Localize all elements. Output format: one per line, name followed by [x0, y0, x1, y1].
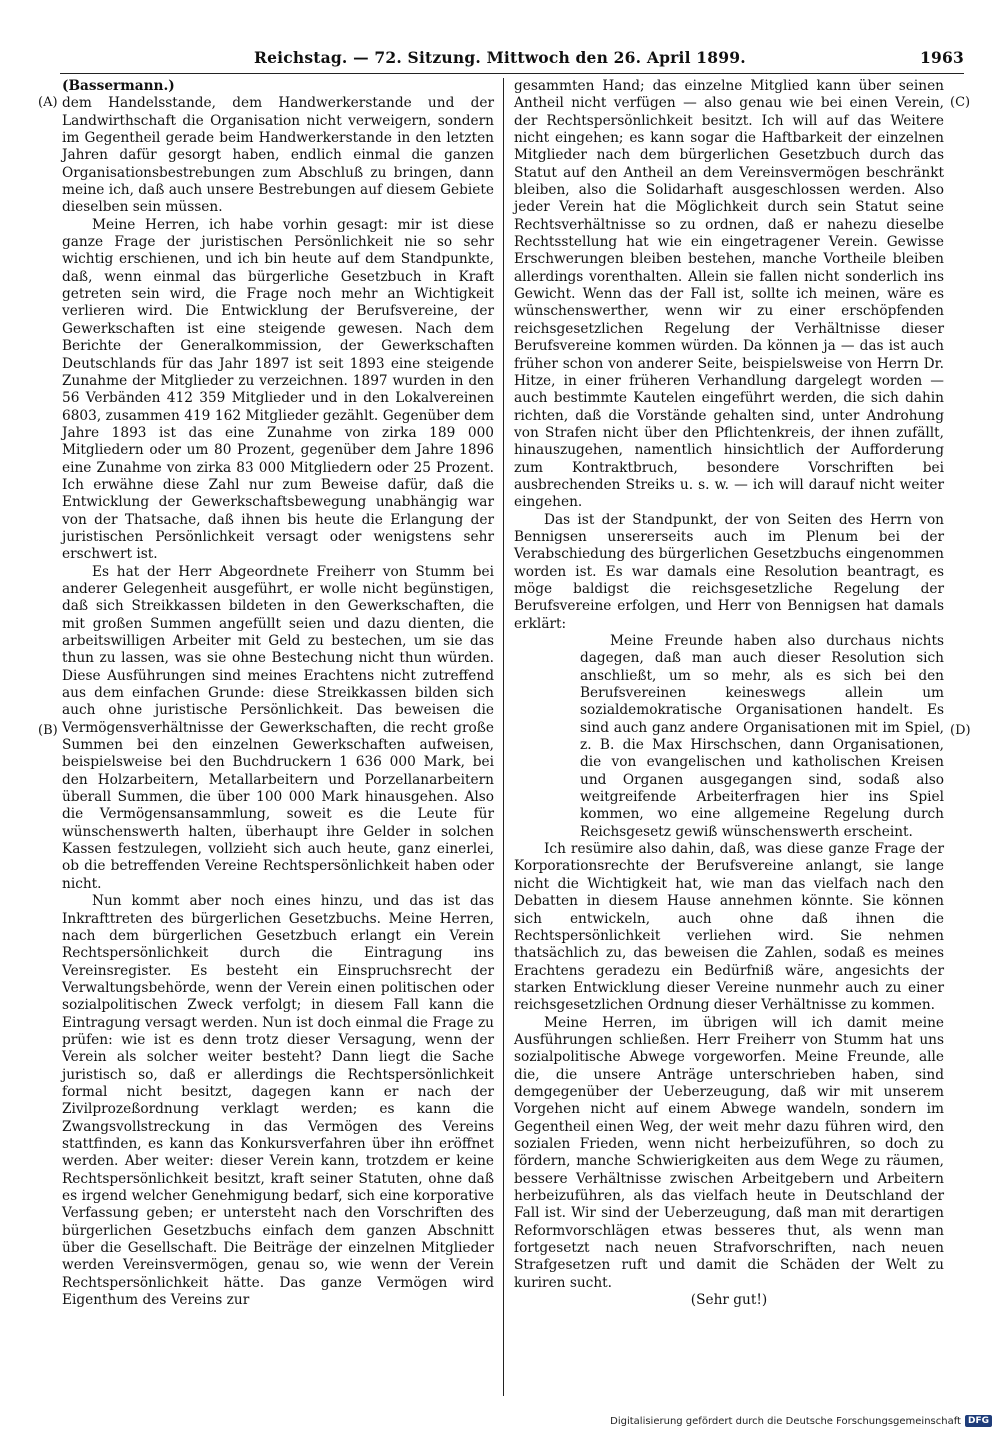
- footer-text: Digitalisierung gefördert durch die Deutsche Forschungsgemeinschaft: [610, 1415, 961, 1427]
- page-header: [64, 48, 964, 72]
- paragraph: Meine Herren, im übrigen will ich damit meine Ausführungen schließen. Herr Freiherr von Stumm hat uns sozialpolitische Abwege vorgeworfen. Meine Freunde, alle die, die unsere Anträge unterschrieben haben, sind demgegenüber der Ueberzeugung, daß wir mit unserem Vorgehen nicht auf einem Abwege wandeln, sondern im Gegentheil einen Weg, der weit mehr dazu führen wird, den sozialen Frieden, wenn nicht herbeizuführen, so doch zu fördern, manche Schwierigkeiten aus dem Wege zu räumen, bessere Verhältnisse zwischen Arbeitgebern und Arbeitern herbeizuführen, als das vielfach heute in Deutschland der Fall ist. Wir sind der Ueberzeugung, daß man mit derartigen Reformvorschlägen etwas besseres thut, als wenn man fortgesetzt nach neuen Strafvorschriften, nach neuen Strafgesetzen ruft und damit die Schäden der Welt zu kuriren sucht.: [514, 1014, 944, 1291]
- paragraph: gesammten Hand; das einzelne Mitglied kann über seinen Antheil nicht verfügen — also genau wie bei einen Verein, der Rechtspersönlichkeit besitzt. Ich will auf das Weitere nicht eingehen; es kann sogar die Haftbarkeit der einzelnen Mitglieder nach dem bürgerlichen Gesetzbuch durch das Statut auf den Antheil an dem Vereinsvermögen beschränkt bleiben, also die Solidarhaft ausgeschlossen werden. Also jeder Verein hat die Möglichkeit durch sein Statut seine Rechtsverhältnisse so zu ordnen, daß er nahezu dieselbe Rechtsstellung hat wie ein eingetragener Verein. Gewisse Erschwerungen bleiben bestehen, manche Vortheile bleiben allerdings vorenthalten. Allein sie fallen nicht sonderlich ins Gewicht. Wenn das der Fall ist, sollte ich meinen, wäre es wünschenswerther, wenn wir zu einer erschöpfenden reichsgesetzlichen Regelung der Verhältnisse dieser Berufsvereine kommen würden. Da können ja — das ist auch früher schon von anderer Seite, beispielsweise von Herrn Dr. Hitze, in einer früheren Verhandlung dargelegt worden — auch bestimmte Kautelen eingeführt werden, die sich dahin richten, daß die Vorstände gehalten sind, unter Androhung von Strafen nicht über den Pflichtenkreis, der ihnen zufällt, hinauszugehen, namentlich hinsichtlich der Aufforderung zum Kontraktbruch, besondere Vorschriften bei ausbrechenden Streiks u. s. w. — ich will darauf nicht weiter eingehen.: [514, 78, 944, 511]
- margin-marker-d: (D): [950, 723, 971, 738]
- block-quote: Meine Freunde haben also durchaus nichts dagegen, daß man auch dieser Resolution sich anschließt, um so mehr, als es sich bei den Berufsvereinen keineswegs allein um sozialdemokratische Organisationen handelt. Es sind auch ganz andere Organisationen mit im Spiel, z. B. die Max Hirschschen, dann Organisationen, die von evangelischen und katholischen Kreisen und Organen ausgegangen sind, sodaß also weitgreifende Arbeiterfragen hier ins Spiel kommen, wo eine allgemeine Regelung durch Reichsgesetz gewiß wünschenswerth erscheint.: [580, 633, 944, 840]
- speaker-name: (Bassermann.): [62, 78, 175, 94]
- margin-marker-c: (C): [950, 95, 971, 110]
- margin-marker-a: (A): [38, 95, 58, 110]
- header-title: Reichstag. — 72. Sitzung. Mittwoch den 26. April 1899.: [254, 48, 746, 67]
- paragraph: Meine Herren, ich habe vorhin gesagt: mir ist diese ganze Frage der juristischen Persönlichkeit nie so sehr wichtig erschienen, und ich bin heute auf dem Standpunkte, daß, wenn einmal das bürgerliche Gesetzbuch in Kraft getreten sein wird, die Frage noch mehr an Wichtigkeit verlieren wird. Die Entwicklung der Berufsvereine, der Gewerkschaften ist eine steigende gewesen. Nach dem Berichte der Generalkommission, der Gewerkschaften Deutschlands für das Jahr 1897 ist seit 1893 eine steigende Zunahme der Mitglieder zu verzeichnen. 1897 wurden in den 56 Verbänden 412 359 Mitglieder und in den Lokalvereinen 6803, zusammen 419 162 Mitglieder gezählt. Gegenüber dem Jahre 1893 ist das eine Zunahme von zirka 189 000 Mitgliedern oder um 80 Prozent, gegenüber dem Jahre 1896 eine Zunahme von zirka 83 000 Mitgliedern oder 25 Prozent. Ich erwähne diese Zahl nur zum Beweise dafür, daß die Entwicklung der Gewerkschaftsbewegung unabhängig war von der Thatsache, daß ihnen bis heute die Erlangung der juristischen Persönlichkeit versagt oder wenigstens sehr erschwert ist.: [62, 216, 494, 563]
- paragraph: Ich resümire also dahin, daß, was diese ganze Frage der Korporationsrechte der Berufsvereine anlangt, sie lange nicht die Wichtigkeit hat, wie man das vielfach nach den Debatten in diesem Hause annehmen könnte. Sie können sich entwickeln, auch ohne daß ihnen die Rechtspersönlichkeit verliehen wird. Sie nehmen thatsächlich zu, das beweisen die Zahlen, sodaß es meines Erachtens geradezu ein Bedürfniß wäre, angesichts der starken Entwicklung dieser Vereine nunmehr auch zu einer reichsgesetzlichen Ordnung dieser Verhältnisse zu kommen.: [514, 841, 944, 1014]
- page-number: 1963: [920, 48, 964, 67]
- paragraph: Nun kommt aber noch eines hinzu, und das ist das Inkrafttreten des bürgerlichen Gesetzbuchs. Meine Herren, nach dem bürgerlichen Gesetzbuch erlangt ein Verein Rechtspersönlichkeit durch die Eintragung ins Vereinsregister. Es besteht ein Einspruchsrecht der Verwaltungsbehörde, wenn der Verein einen politischen oder sozialpolitischen Zweck verfolgt; in diesem Fall kann die Eintragung versagt werden. Nun ist doch einmal die Frage zu prüfen: wie ist es denn trotz dieser Versagung, wenn der Verein als solcher weiter besteht? Dann liegt die Sache juristisch so, daß er allerdings die Rechtspersönlichkeit formal nicht besitzt, dagegen kann er nach der Zivilprozeßordnung verklagt werden; es kann die Zwangsvollstreckung in das Vermögen des Vereins stattfinden, es kann das Konkursverfahren über ihn eröffnet werden. Aber weiter: dieser Verein kann, trotzdem er keine Rechtspersönlichkeit besitzt, kraft seiner Statuten, ohne daß es irgend welcher Genehmigung bedarf, sich eine korporative Verfassung geben; er untersteht nach den Vorschriften des bürgerlichen Gesetzbuchs einfach dem ganzen Abschnitt über die Gesellschaft. Die Beiträge der einzelnen Mitglieder werden Vereinsvermögen, genau so, wie wenn der Verein Rechtspersönlichkeit hätte. Das ganze Vermögen wird Eigenthum des Vereins zur: [62, 893, 494, 1309]
- applause-note: (Sehr gut!): [690, 1292, 768, 1309]
- paragraph: dem Handelsstande, dem Handwerkerstande und der Landwirthschaft die Organisation nicht verweigern, sondern im Gegentheil gerade beim Handwerkerstande in den letzten Jahren dafür gesorgt haben, endlich einmal die ganzen Organisationsbestrebungen zum Abschluß zu bringen, dann meine ich, daß auch unsere Bestrebungen auf diesem Gebiete dieselben sein müssen.: [62, 95, 494, 216]
- header-rule: [60, 73, 964, 74]
- footer-credit: [610, 1415, 992, 1427]
- paragraph: Es hat der Herr Abgeordnete Freiherr von Stumm bei anderer Gelegenheit ausgeführt, er wolle nicht begünstigen, daß sich Streikkassen bildeten in den Gewerkschaften, die mit großen Summen angefüllt seien und dazu dienten, die arbeitswilligen Arbeiter mit Geld zu bestechen, um sie das thun zu lassen, was sie ohne Bestechung nicht thun würden. Diese Ausführungen sind meines Erachtens nicht zutreffend aus dem einfachen Grunde: diese Streikkassen bilden sich auch ohne juristische Persönlichkeit. Das beweisen die Vermögensverhältnisse der Gewerkschaften, die recht große Summen bei den einzelnen Gewerkschaften aufweisen, beispielsweise bei den Buchdruckern 1 636 000 Mark, bei den Holzarbeitern, Metallarbeitern und Porzellanarbeitern überall Summen, die über 100 000 Mark hinausgehen. Also die Vermögensansammlung, soweit es die Leute für wünschenswerth halten, überhaupt ihre Gelder in solchen Kassen festzulegen, vollzieht sich auch heute, ganz einerlei, ob die betreffenden Vereine Rechtspersönlichkeit haben oder nicht.: [62, 563, 494, 892]
- left-column: [62, 78, 494, 1309]
- dfg-logo-icon: DFG: [965, 1415, 992, 1427]
- margin-marker-b: (B): [38, 723, 58, 738]
- right-column: [514, 78, 944, 1309]
- column-divider: [503, 78, 504, 1396]
- paragraph: Das ist der Standpunkt, der von Seiten des Herrn von Bennigsen unsererseits auch im Plenum bei der Verabschiedung des bürgerlichen Gesetzbuchs eingenommen worden ist. Es war damals eine Resolution beantragt, es möge baldigst die reichsgesetzliche Regelung der Berufsvereine erfolgen, und Herr von Bennigsen hat damals erklärt:: [514, 511, 944, 632]
